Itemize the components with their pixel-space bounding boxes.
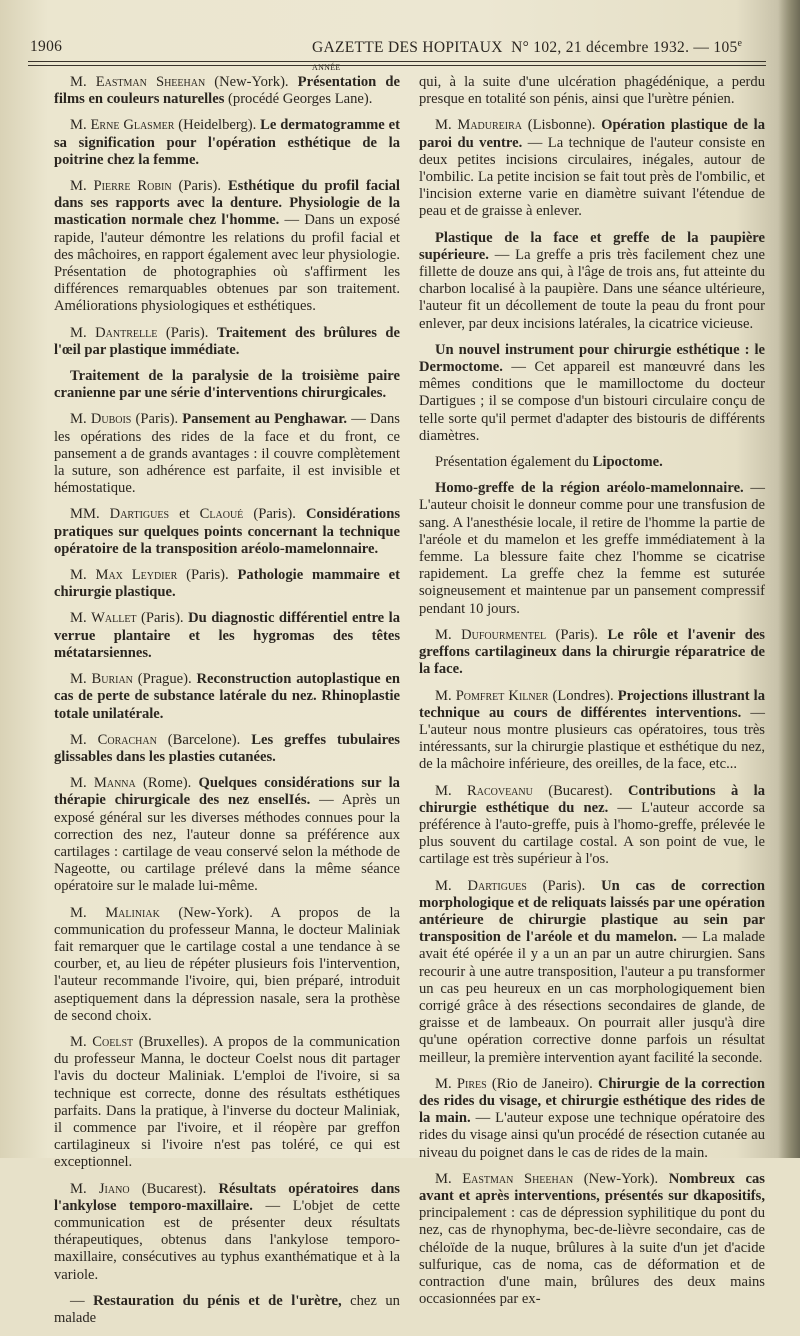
author-location: (Paris). bbox=[136, 610, 189, 627]
article-paragraph bbox=[54, 775, 400, 895]
paragraph-prefix: M. bbox=[435, 117, 458, 134]
article-paragraph bbox=[54, 506, 400, 558]
page-edge-shadow bbox=[778, 0, 800, 1158]
paragraph-body: — La technique de l'auteur consiste en deux petites incisions circulaires, inégales, autour de l'ombilic. La petite incision se fait tout près de l'ombilic, et l'incision externe varie en diamètre suivant l'étendue de peau et de graisse à enlever. bbox=[419, 134, 765, 220]
article-paragraph bbox=[419, 627, 765, 679]
article-paragraph bbox=[54, 1034, 400, 1172]
author-location: (Paris). bbox=[177, 567, 238, 584]
paragraph-body: A propos de la communication du professeur Manna, le docteur Maliniak fait remarquer que le cartilage costal a une tendance à se courber, et, au lieu de répéter plusieurs fois l'intervention, l'auteur recommande l'ivoire, qui, bien préparé, introduit aseptiquement dans la dépression nasale, sera la prothèse de second choix. bbox=[54, 904, 400, 1024]
article-paragraph bbox=[54, 567, 400, 601]
communication-title: Pathologie mammaire et chirurgie plastique. bbox=[54, 567, 400, 601]
author-location: (New-York). bbox=[159, 904, 271, 921]
paragraph-prefix: M. bbox=[70, 74, 96, 90]
author-location: (Paris). bbox=[546, 626, 608, 643]
paragraph-prefix: M. bbox=[435, 1170, 463, 1187]
author-name: Jiano bbox=[98, 1180, 130, 1197]
author-location: (New-York). bbox=[573, 1170, 669, 1187]
author-name: Maliniak bbox=[105, 904, 160, 921]
paragraph-body: qui, à la suite d'une ulcération phagédénique, a perdu presque en totalité son pénis, ainsi que l'urètre pénien. bbox=[419, 74, 765, 108]
communication-title: Opération plastique de la paroi du ventre. bbox=[419, 117, 765, 151]
author-location: (Paris). bbox=[131, 411, 183, 428]
article-paragraph bbox=[419, 480, 765, 618]
article-paragraph bbox=[54, 74, 400, 108]
header-rule-thin bbox=[28, 65, 766, 66]
author-name: Max Leydier bbox=[95, 567, 178, 584]
article-paragraph bbox=[54, 117, 400, 169]
author-name: Eastman Sheehan bbox=[462, 1170, 574, 1187]
communication-title: Restauration du pénis et de l'urètre, bbox=[93, 1292, 342, 1309]
author-name: Dubois bbox=[90, 411, 132, 428]
communication-title: Traitement de la paralysie de la troisième paire cranienne par une série d'interventions chirurgicales. bbox=[54, 368, 400, 402]
article-paragraph bbox=[54, 178, 400, 316]
communication-title: Contributions à la chirurgie esthétique du nez. bbox=[419, 782, 765, 816]
author-location: (Bruxelles). bbox=[133, 1033, 213, 1050]
article-paragraph bbox=[54, 368, 400, 402]
communication-title: Plastique de la face et greffe de la paupière supérieure. bbox=[419, 229, 765, 263]
author-name: Racoveanu bbox=[467, 782, 533, 799]
paragraph-body: — L'auteur expose une technique opératoire des rides du visage ainsi qu'un procédé de résection cutanée au niveau du poignet dans le cas de rides de la main. bbox=[419, 1110, 765, 1161]
author-location: (Rio de Janeiro). bbox=[486, 1075, 598, 1092]
paragraph-prefix: M. bbox=[435, 626, 462, 643]
communication-title: Le rôle et l'avenir des greffons cartilagineux dans la chirurgie réparatrice de la face. bbox=[419, 626, 765, 678]
running-title bbox=[312, 38, 764, 75]
paragraph-body: chez un malade bbox=[54, 1292, 400, 1326]
paragraph-prefix: M. bbox=[70, 411, 91, 428]
right-column bbox=[419, 74, 765, 1317]
page-number: 1906 bbox=[30, 38, 63, 55]
author-location: (Bucarest). bbox=[532, 782, 629, 799]
paragraph-prefix: M. bbox=[70, 324, 96, 341]
author-location: (Paris). bbox=[526, 877, 602, 894]
paragraph-prefix: M. bbox=[70, 610, 92, 627]
author-location: (Barcelone). bbox=[156, 731, 252, 748]
author-name: Erne Glasmer bbox=[90, 117, 175, 134]
author-location: (Paris). bbox=[171, 178, 228, 195]
paragraph-prefix: M. bbox=[70, 1180, 99, 1197]
paragraph-body: — Cet appareil est manœuvré dans les mêmes conditions que le mamilloctome du docteur Dartigues ; il se compose d'un bistouri circulaire conçu de telle sorte qu'il permet d'adapter des bistouris de différents diamètres. bbox=[419, 359, 765, 444]
communication-title: Du diagnostic différentiel entre la verrue plantaire et les hygromas des têtes métatarsiennes. bbox=[54, 610, 400, 661]
author-name: Wallet bbox=[91, 610, 137, 627]
article-paragraph bbox=[54, 1293, 400, 1327]
paragraph-prefix: M. bbox=[70, 731, 98, 748]
paragraph-body: — L'auteur accorde sa préférence à l'auto-greffe, puis à l'homo-greffe, prélevée le plus souvent du cartilage costal. A son point de vue, le cartilage est très supérieur à l'os. bbox=[419, 799, 766, 868]
article-paragraph bbox=[54, 1181, 400, 1284]
article-paragraph bbox=[419, 342, 765, 445]
article-paragraph bbox=[419, 230, 765, 333]
paragraph-prefix: M. bbox=[70, 904, 106, 921]
year-word: année bbox=[312, 59, 341, 74]
paragraph-prefix: M. bbox=[435, 877, 468, 894]
article-paragraph bbox=[419, 1171, 765, 1309]
paragraph-body: — La greffe a pris très facilement chez une fillette de douze ans qui, à l'âge de trois ans, fut atteinte du charbon localisé à la paupière. Dans une séance ultérieure, l'auteur fit un décollement de toute la peau du front pour enlever, par deux incisions latérales, la cicatrice vicieuse. bbox=[419, 246, 765, 332]
communication-title: Pansement au Penghawar. bbox=[182, 411, 348, 428]
page-header bbox=[30, 38, 764, 74]
author-name: Pires bbox=[456, 1075, 487, 1092]
paragraph-body: — L'auteur nous montre plusieurs cas opératoires, tous très intéressants, sur la chirurgie plastique et esthétique du nez, de la mâchoire inférieure, des oreilles, de la face, etc... bbox=[419, 704, 765, 773]
author-name: Pomfret Kilner bbox=[455, 687, 549, 704]
communication-title: Nombreux cas avant et après interventions, présentés sur dkapositifs, bbox=[419, 1170, 765, 1204]
article-paragraph bbox=[419, 454, 765, 471]
communication-title: Projections illustrant la technique au cours de différentes interventions. bbox=[419, 687, 765, 721]
communication-title: Présentation de films en couleurs naturelles bbox=[54, 74, 400, 108]
author-name: Dartigues bbox=[109, 506, 170, 523]
paragraph-prefix: M. bbox=[435, 1075, 457, 1092]
communication-title: Résultats opératoires dans l'ankylose temporo-maxillaire. bbox=[54, 1180, 400, 1214]
article-paragraph bbox=[419, 1076, 765, 1162]
author-name: Coelst bbox=[92, 1033, 134, 1050]
author-location: et bbox=[169, 506, 200, 523]
author-name: Madureira bbox=[457, 117, 522, 134]
article-paragraph bbox=[419, 688, 765, 774]
article-paragraph bbox=[54, 671, 400, 723]
article-paragraph bbox=[54, 610, 400, 662]
communication-title: Traitement des brûlures de l'œil par plastique immédiate. bbox=[54, 324, 400, 358]
paragraph-body: — Après un exposé général sur les diverses méthodes connues pour la correction des nez, l'auteur donne sa préférence aux cartilages : cartilage de veau conservé selon la méthode de Nageotte, ou cartilage prélevé dans la même séance opératoire sur le malade lui-même. bbox=[54, 792, 400, 895]
author-name: Manna bbox=[93, 775, 136, 792]
article-paragraph bbox=[419, 878, 765, 1067]
communication-title: Esthétique du profil facial dans ses rapports avec la denture. Physiologie de la mastication normale chez l'homme. bbox=[54, 178, 400, 229]
author-location: (New-York). bbox=[205, 74, 298, 90]
author-location: (Heidelberg). bbox=[174, 117, 261, 134]
communication-title: Considérations pratiques sur quelques points concernant la technique opératoire de la transposition aréolo-mamelonnaire. bbox=[54, 506, 400, 557]
article-paragraph bbox=[54, 411, 400, 497]
communication-title: Quelques considérations sur la thérapie chirurgicale des nez enselIés. bbox=[54, 775, 400, 809]
paragraph-body: — L'auteur choisit le donneur comme pour une transfusion de sang. A l'anesthésie locale, il retire de l'homme la partie de l'aréole et du mamelon et les greffe immédiatement à la femme. La blessure faite chez l'homme se cicatrise rapidement. La greffe chez la femme est suturée soigneusement et maintenue par un pansement compressif pendant 10 jours. bbox=[419, 480, 765, 617]
author-name: Dantrelle bbox=[95, 324, 158, 341]
paragraph-prefix: MM. bbox=[70, 506, 110, 523]
paragraph-body: Présentation également du bbox=[435, 454, 593, 471]
paragraph-prefix: M. bbox=[70, 117, 91, 134]
paragraph-prefix: M. bbox=[70, 1033, 93, 1050]
paragraph-prefix: — bbox=[70, 1292, 94, 1309]
article-paragraph bbox=[54, 325, 400, 359]
paragraph-body: principalement : cas de dépression syphilitique du pont du nez, cas de rhynophyma, bec-de-lièvre secondaire, cas de chéloïde de la nuque, brûlures à la suite d'un jet d'acide sulfurique, cas de noma, cas de déformation et de contraction d'une main, brûlures des deux mains occasionnées par ex- bbox=[419, 1205, 765, 1308]
paragraph-prefix: M. bbox=[70, 567, 96, 584]
communication-title: Reconstruction autoplastique en cas de perte de substance latérale du nez. Rhinoplastie totale unilatérale. bbox=[54, 671, 400, 722]
author-location: (Paris). bbox=[243, 506, 306, 523]
author-name: Claoué bbox=[199, 506, 244, 523]
communication-title: Le dermatogramme et sa signification pour l'opération esthétique de la poitrine chez la femme. bbox=[54, 117, 401, 168]
author-name: Eastman Sheehan bbox=[95, 74, 206, 90]
article-paragraph bbox=[54, 732, 400, 766]
paragraph-prefix: M. bbox=[435, 782, 467, 799]
author-location: (Paris). bbox=[157, 324, 217, 341]
issue-info: N° 102, 21 décembre 1932. — 105 bbox=[511, 39, 738, 57]
author-name: Corachan bbox=[97, 731, 157, 748]
communication-title: Un nouvel instrument pour chirurgie esthétique : le Dermoctome. bbox=[419, 341, 765, 376]
author-location: (Rome). bbox=[135, 775, 199, 792]
paragraph-body: — Dans un exposé rapide, l'auteur démontre les relations du profil facial et des mâchoires, en rapport également avec leur physiologie. Présentation de photographies où s'affirment les différences remarquables obtenues par son traitement. Améliorations physiologiques et esthétiques. bbox=[54, 212, 400, 315]
author-name: Pierre Robin bbox=[93, 178, 172, 195]
communication-title: Lipoctome. bbox=[592, 454, 663, 471]
paragraph-prefix: M. bbox=[70, 775, 94, 792]
paragraph-body: — L'objet de cette communication est de présenter deux résultats thérapeutiques, obtenus dans l'ankylose temporo-maxillaire, consécutives au typhus exanthématique et à la variole. bbox=[54, 1197, 400, 1283]
communication-title: Un cas de correction morphologique et de reliquats laissés par une opération antérieure de chirurgie plastique au sein par transposition de l'aréole et du mamelon. bbox=[419, 877, 765, 946]
paragraph-prefix: M. bbox=[70, 671, 92, 688]
paragraph-prefix: M. bbox=[70, 178, 94, 195]
article-paragraph bbox=[419, 783, 765, 869]
paragraph-body: — Dans les opérations des rides de la face et du front, ce pansement a de grands avantages : il couvre complètement la suture, son adhérence est parfaite, il est invisible et hémostatique. bbox=[54, 411, 400, 497]
paragraph-body: A propos de la communication du professeur Manna, le docteur Coelst nous dit partager l'avis du docteur Maliniak. L'emploi de l'ivoire, si sa technique est correcte, donne des résultats esthétiques parfaits. Dans la pratique, à l'inverse du docteur Maliniak, il commence par l'ivoire, et il réopère par greffon cartilagineux si l'ivoire n'est pas toléré, ce qui est exceptionnel. bbox=[54, 1033, 400, 1171]
communication-title: Les greffes tubulaires glissables dans les plasties cutanées. bbox=[54, 731, 400, 765]
left-column bbox=[54, 74, 400, 1336]
article-paragraph bbox=[54, 905, 400, 1025]
author-location: (Lisbonne). bbox=[522, 117, 602, 134]
author-location: (Londres). bbox=[548, 687, 618, 704]
paragraph-prefix: M. bbox=[435, 687, 456, 704]
year-suffix: e bbox=[737, 38, 743, 49]
paragraph-body: (procédé Georges Lane). bbox=[224, 91, 373, 108]
article-paragraph bbox=[419, 117, 765, 220]
author-name: Dufourmentel bbox=[461, 626, 547, 643]
communication-title: Homo-greffe de la région aréolo-mamelonnaire. bbox=[435, 480, 744, 497]
header-rule bbox=[28, 61, 766, 62]
paragraph-body: — La malade avait été opérée il y a un an par un autre chirurgien. Sans recourir à une autre transposition, l'auteur a pu transformer un cas peu heureux en un cas morphologiquement bien corrigé grâce à des résections secondaires de glande, de graisse et de lambeaux. On pourrait aller jusqu'à dire qu'une opération corrective donne parfois un résultat meilleur, la première intervention ayant facilité la seconde. bbox=[419, 929, 765, 1066]
author-location: (Bucarest). bbox=[129, 1180, 219, 1197]
communication-title: Chirurgie de la correction des rides du visage, et chirurgie esthétique des rides de la main. bbox=[419, 1075, 766, 1127]
journal-name: GAZETTE DES HOPITAUX bbox=[312, 39, 503, 57]
author-name: Dartigues bbox=[467, 877, 527, 894]
author-name: Burian bbox=[91, 671, 133, 688]
article-paragraph bbox=[419, 74, 765, 108]
author-location: (Prague). bbox=[132, 671, 197, 688]
